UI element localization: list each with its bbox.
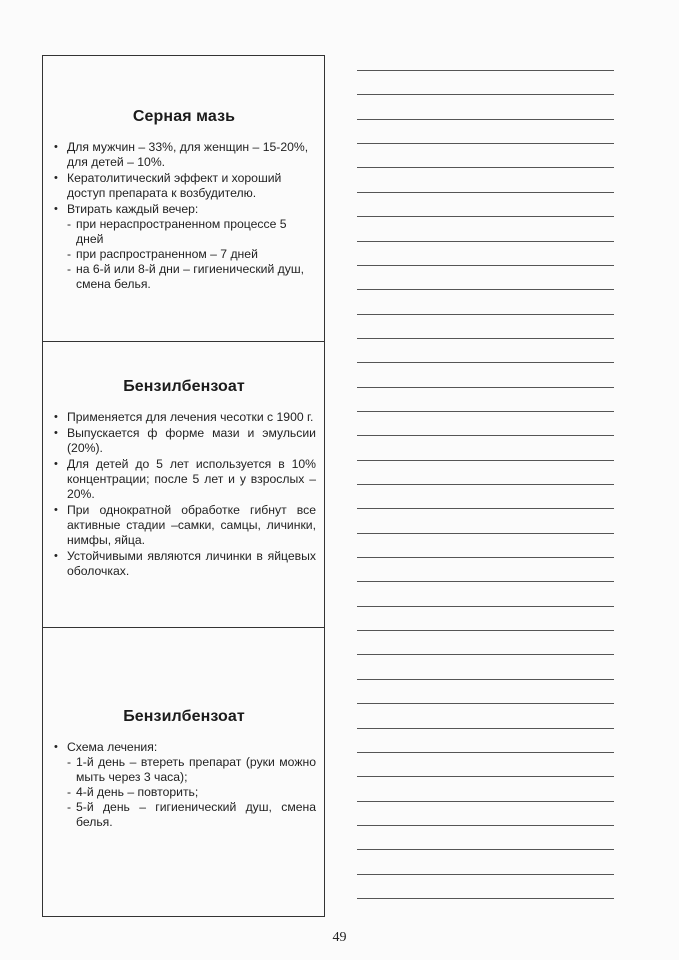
note-line (357, 119, 614, 120)
list-item: • Применяется для лечения чесотки с 1900 г. (52, 410, 316, 425)
note-line (357, 70, 614, 71)
sub-list-item: - 4-й день – повторить; (67, 785, 316, 800)
note-line (357, 654, 614, 655)
note-line (357, 265, 614, 266)
page-number: 49 (332, 930, 347, 945)
note-line (357, 776, 614, 777)
note-line (357, 435, 614, 436)
bullet-list (52, 740, 316, 830)
note-line (357, 460, 614, 461)
note-line (357, 143, 614, 144)
slide-benzyl-benzoate-2 (43, 627, 324, 916)
list-item-text: Схема лечения: (67, 740, 158, 754)
note-line (357, 533, 614, 534)
slide-sulfur-ointment (43, 56, 324, 341)
note-line (357, 216, 614, 217)
slides-column (42, 55, 325, 917)
bullet-list (52, 410, 316, 579)
sub-list-item: - при распространенном – 7 дней (67, 247, 316, 262)
note-line (357, 728, 614, 729)
note-line (357, 362, 614, 363)
note-line (357, 898, 614, 899)
note-line (357, 703, 614, 704)
note-line (357, 167, 614, 168)
note-line (357, 192, 614, 193)
list-item (52, 740, 316, 830)
note-line (357, 484, 614, 485)
list-item-text: Втирать каждый вечер: (67, 202, 199, 216)
note-line (357, 825, 614, 826)
note-line (357, 874, 614, 875)
note-line (357, 849, 614, 850)
note-line (357, 241, 614, 242)
sub-list-item: - 1-й день – втереть препарат (руки можно мыть через 3 часа); (67, 755, 316, 785)
slide-title: Серная мазь (132, 108, 236, 125)
note-line (357, 606, 614, 607)
slide-title: Бензилбензоат (123, 708, 245, 725)
slide-benzyl-benzoate-1 (43, 341, 324, 627)
sub-list (67, 755, 316, 830)
list-item: • Кератолитический эффект и хороший доступ препарата к возбудителю. (52, 171, 316, 201)
note-line (357, 338, 614, 339)
bullet-list (52, 140, 316, 292)
note-line (357, 387, 614, 388)
sub-list-item: - 5-й день – гигиенический душ, смена белья. (67, 800, 316, 830)
note-line (357, 508, 614, 509)
note-line (357, 94, 614, 95)
slide-title: Бензилбензоат (123, 378, 245, 395)
list-item: • Для мужчин – 33%, для женщин – 15-20%, для детей – 10%. (52, 140, 316, 170)
note-line (357, 289, 614, 290)
note-line (357, 581, 614, 582)
list-item: • Устойчивыми являются личинки в яйцевых оболочках. (52, 549, 316, 579)
sub-list-item: - на 6-й или 8-й дни – гигиенический душ, смена белья. (67, 262, 316, 292)
note-line (357, 679, 614, 680)
note-line (357, 557, 614, 558)
note-line (357, 411, 614, 412)
note-line (357, 801, 614, 802)
note-line (357, 314, 614, 315)
note-line (357, 630, 614, 631)
list-item (52, 202, 316, 292)
list-item: • Выпускается ф форме мази и эмульсии (20%). (52, 426, 316, 456)
sub-list-item: - при нераспространенном процессе 5 дней (67, 217, 316, 247)
note-line (357, 752, 614, 753)
list-item: • При однократной обработке гибнут все активные стадии –самки, самцы, личинки, нимфы, яйца. (52, 503, 316, 548)
sub-list (67, 217, 316, 292)
list-item: • Для детей до 5 лет используется в 10% концентрации; после 5 лет и у взрослых – 20%. (52, 457, 316, 502)
